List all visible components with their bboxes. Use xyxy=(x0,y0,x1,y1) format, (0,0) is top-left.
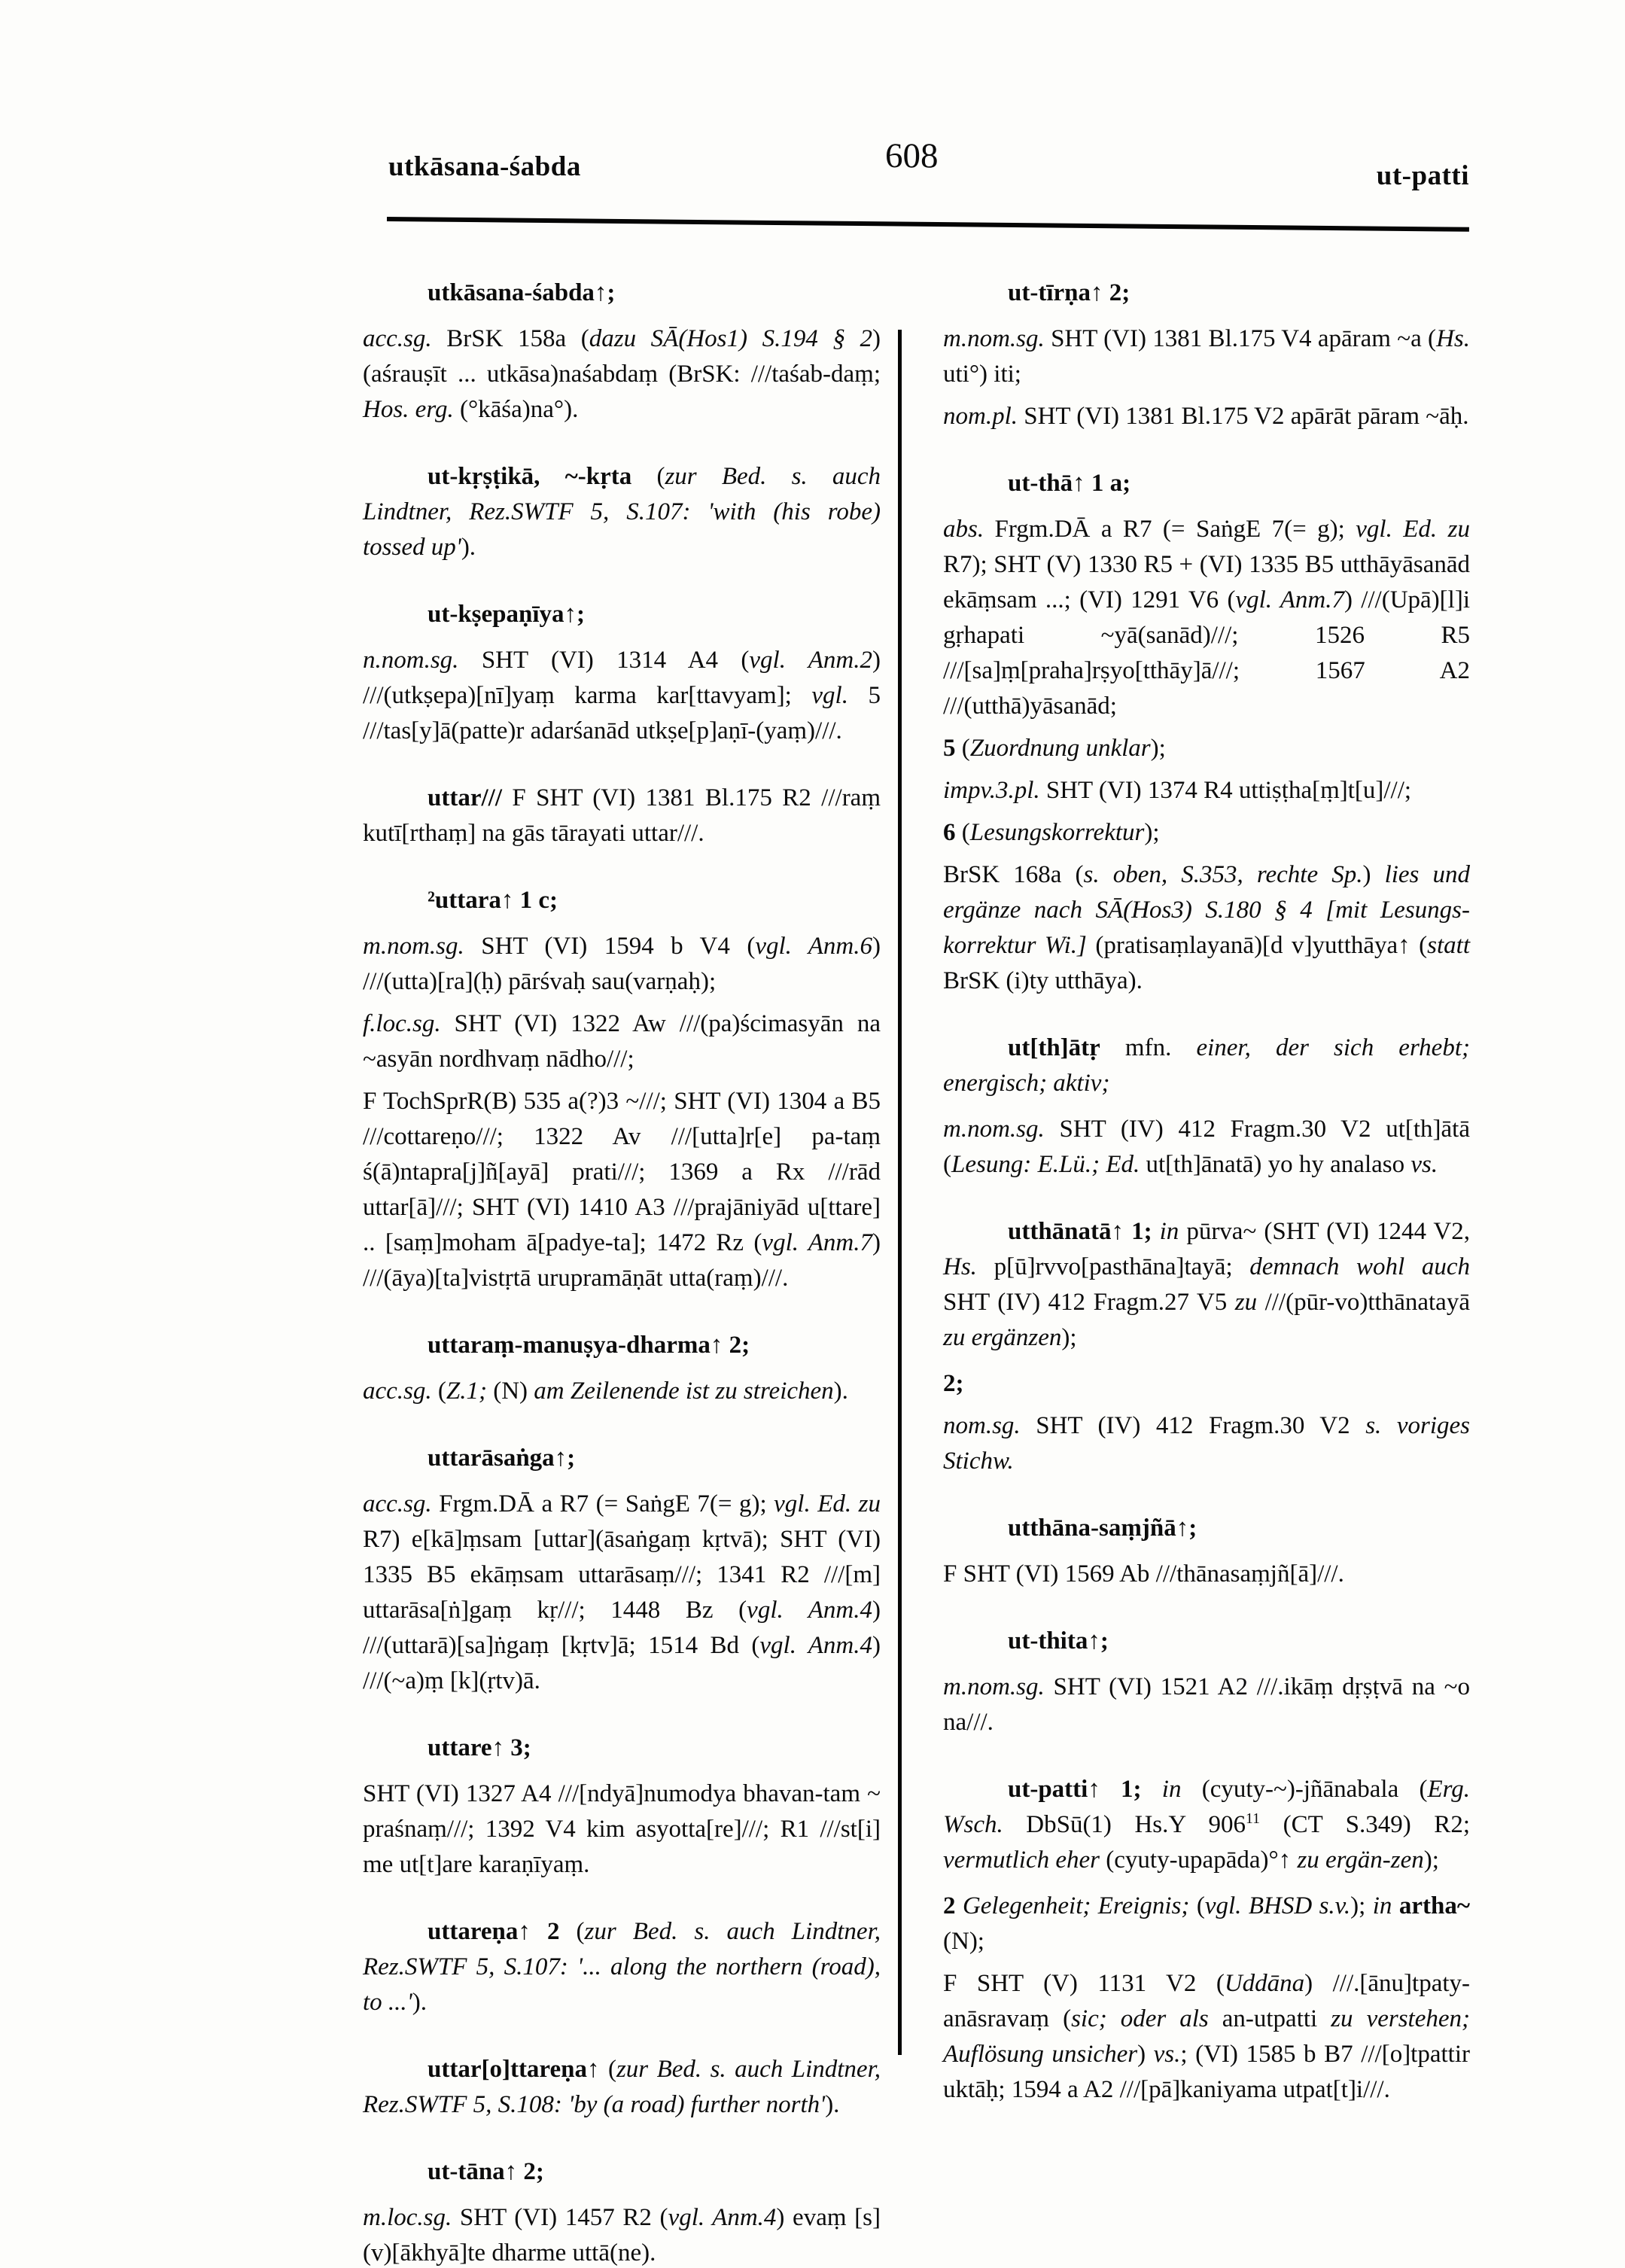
text-run: sic; oder als xyxy=(1071,2005,1209,2032)
text-run: ); xyxy=(1061,1324,1077,1351)
text-run: vgl. xyxy=(811,682,848,709)
text-run: ut[th]ātṛ xyxy=(1008,1034,1100,1061)
text-run: vgl. Anm.6 xyxy=(755,933,872,960)
text-run: zu xyxy=(1234,1289,1258,1316)
entry-headword-paragraph xyxy=(363,2052,881,2123)
text-run: in xyxy=(1372,1892,1392,1919)
entry-paragraph xyxy=(943,1670,1470,1740)
entry-paragraph xyxy=(363,1487,881,1699)
text-run: ut-tāna↑ 2; xyxy=(428,2158,544,2185)
entry-headword-paragraph xyxy=(363,1328,881,1363)
text-run: SHT (VI) 1327 A4 ///[ndyā]numodya bhavan-tam ~ praśnaṃ///; 1392 V4 kim asyotta[re]///; R1 ///st[i] me ut[t]are karaṇīyaṃ. xyxy=(363,1780,881,1878)
text-run: ut-tīrṇa↑ 2; xyxy=(1008,279,1131,306)
text-run: ); xyxy=(1350,1892,1373,1919)
text-run xyxy=(956,1892,963,1919)
text-run: SHT (VI) 1594 b V4 ( xyxy=(464,933,756,960)
entry-paragraph xyxy=(943,399,1470,434)
text-run: Hs. xyxy=(1436,325,1470,352)
text-run: ); xyxy=(1144,819,1160,846)
text-run: ) ///(āya)[ta]vistṛtā urupramāṇāt utta(raṃ)///. xyxy=(363,1229,881,1292)
text-run xyxy=(1392,1892,1398,1919)
column-divider xyxy=(898,330,902,2055)
entry-paragraph xyxy=(363,321,881,428)
text-run: (cyuty-~)-jñānabala ( xyxy=(1181,1776,1428,1803)
text-run: ) ///(~a)ṃ [k](ṛtv)ā. xyxy=(363,1632,881,1694)
header-keyword-right: ut-patti xyxy=(1376,160,1469,191)
text-run xyxy=(1142,1776,1162,1803)
entry-headword-paragraph xyxy=(363,781,881,851)
text-run: ). xyxy=(825,2091,840,2118)
text-run: ut-kṛṣṭikā, ~-kṛta xyxy=(428,463,632,490)
text-run: lies und ergänze nach SĀ(Hos3) S.180 § 4 [mit Lesungs-korrektur Wi.] xyxy=(943,861,1470,959)
text-run: ); xyxy=(1423,1846,1439,1874)
header-rule xyxy=(387,217,1469,232)
text-run: abs. xyxy=(943,516,984,543)
text-run: uttarāsaṅga↑; xyxy=(428,1445,576,1472)
entry-headword-paragraph xyxy=(943,1624,1470,1659)
text-run: vgl. BHSD s.v. xyxy=(1204,1892,1351,1919)
entry-paragraph xyxy=(943,512,1470,724)
right-column xyxy=(943,276,1470,2114)
entry-paragraph xyxy=(943,1408,1470,1479)
entry-headword-paragraph xyxy=(363,1914,881,2020)
entry-paragraph xyxy=(943,321,1470,392)
entry-headword-paragraph xyxy=(363,459,881,565)
text-run: Frgm.DĀ a R7 (= SaṅgE 7(= g); xyxy=(984,516,1356,543)
text-run: uttareṇa↑ 2 xyxy=(428,1918,560,1945)
text-run: Z.1; xyxy=(446,1378,487,1405)
text-run: dazu SĀ(Hos1) S.194 § 2 xyxy=(589,325,872,352)
text-run: ) ///.[ānu]tpaty-anāsravaṃ ( xyxy=(943,1970,1470,2032)
text-run: 2 xyxy=(943,1892,956,1919)
entry-headword-paragraph xyxy=(943,1772,1470,1878)
text-run: utkāsana-śabda↑; xyxy=(428,279,616,306)
header-keyword-left: utkāsana-śabda xyxy=(388,151,581,182)
text-run: ) ///(uttarā)[sa]ṅgaṃ [kṛtv]ā; 1514 Bd ( xyxy=(363,1597,881,1659)
text-run: nom.sg. xyxy=(943,1412,1021,1439)
text-run: utthāna-saṃjñā↑; xyxy=(1008,1515,1197,1542)
text-run: uttar/// xyxy=(428,784,502,811)
text-run: ut-kṣepaṇīya↑; xyxy=(428,601,586,628)
text-run: SHT (VI) 1381 Bl.175 V2 apārāt pāram ~āḥ. xyxy=(1018,403,1469,430)
text-run: Gelegenheit; Ereignis; xyxy=(962,1892,1190,1919)
text-run: ut-patti↑ 1; xyxy=(1008,1776,1142,1803)
text-run: uttar[o]ttareṇa↑ xyxy=(428,2056,600,2083)
text-run: DbSū(1) Hs.Y 906 xyxy=(1003,1811,1246,1838)
entry-paragraph xyxy=(943,1889,1470,1959)
text-run: (cyuty-upapāda)°↑ xyxy=(1100,1846,1298,1874)
text-run: Frgm.DĀ a R7 (= SaṅgE 7(= g); xyxy=(431,1490,774,1518)
entry-headword-paragraph xyxy=(363,883,881,918)
text-run: F SHT (V) 1131 V2 ( xyxy=(943,1970,1225,1997)
text-run: ut[th]ānatā) yo hy analaso xyxy=(1140,1151,1411,1178)
text-run: BrSK 168a ( xyxy=(943,861,1084,888)
text-run: am Zeilenende ist zu streichen xyxy=(534,1378,834,1405)
text-run: SHT (IV) 412 Fragm.27 V5 xyxy=(943,1289,1235,1316)
entry-paragraph xyxy=(363,2200,881,2268)
text-run: uttare↑ 3; xyxy=(428,1734,531,1761)
text-run: n.nom.sg. xyxy=(363,647,459,674)
text-run: m.nom.sg. xyxy=(943,1673,1045,1700)
text-run: 2; xyxy=(943,1370,964,1397)
text-run: zur Bed. s. auch Lindtner, Rez.SWTF 5, S.108: 'by (a road) further north' xyxy=(363,2056,881,2118)
text-run: Uddāna xyxy=(1224,1970,1305,1997)
text-run: Hos. erg. xyxy=(363,396,454,423)
text-run: R7); SHT (V) 1330 R5 + (VI) 1335 B5 utthāyāsanād ekāṃsam ...; (VI) 1291 V6 ( xyxy=(943,551,1470,613)
text-run: nom.pl. xyxy=(943,403,1018,430)
text-run: ) xyxy=(1137,2041,1154,2068)
text-run: ( xyxy=(955,735,970,762)
text-run: demnach wohl auch xyxy=(1249,1253,1471,1280)
text-run: (CT S.349) R2; xyxy=(1260,1811,1470,1838)
text-run: ). xyxy=(461,534,476,561)
text-run: BrSK 158a ( xyxy=(431,325,589,352)
text-run: vgl. Anm.4 xyxy=(747,1597,872,1624)
text-run: ; (VI) 1585 b B7 ///[o]tpattir uktāḥ; 1594 a A2 ///[pā]kaniyama utpat[t]i///. xyxy=(943,2041,1470,2103)
entry-headword-paragraph xyxy=(943,466,1470,501)
text-run: vs. xyxy=(1153,2041,1181,2068)
text-run: ( xyxy=(599,2056,616,2083)
text-run: ) ///(utta)[ra](ḥ) pārśvaḥ sau(varṇaḥ); xyxy=(363,933,881,995)
entry-paragraph xyxy=(363,1084,881,1296)
text-run: SHT (IV) 412 Fragm.30 V2 xyxy=(1020,1412,1366,1439)
entry-paragraph xyxy=(943,1966,1470,2108)
text-run: ) ///(Upā)[l]i gṛhapati ~yā(sanād)///; 1526 R5 ///[sa]ṃ[praha]rṣyo[tthāy]ā///; 1567 A2 ///(utthā)yāsanād; xyxy=(943,586,1470,720)
text-run: ///(pūr-vo)tthānatayā xyxy=(1257,1289,1470,1316)
text-run: ( xyxy=(1189,1892,1205,1919)
text-run: SHT (VI) 1322 Aw ///(pa)ścimasyān na ~asyān nordhvaṃ nādho///; xyxy=(363,1010,881,1073)
text-run: m.loc.sg. xyxy=(363,2204,452,2231)
entry-paragraph xyxy=(943,857,1470,999)
text-run: zu ergänzen xyxy=(943,1324,1062,1351)
entry-paragraph xyxy=(363,1374,881,1409)
text-run: F SHT (VI) 1381 Bl.175 R2 ///raṃ kutī[rthaṃ] na gās tārayati uttar///. xyxy=(363,784,881,847)
entry-headword-paragraph xyxy=(943,1214,1470,1356)
text-run: R7) e[kā]ṃsam [uttar](āsaṅgaṃ kṛtvā); SHT (VI) 1335 B5 ekāṃsam uttarāsaṃ///; 1341 R2 ///[m] uttarāsa[ṅ]gaṃ kṛ///; 1448 Bz ( xyxy=(363,1526,881,1624)
entry-paragraph xyxy=(363,929,881,1000)
page-number: 608 xyxy=(885,136,939,175)
entry-headword-paragraph xyxy=(943,276,1470,311)
text-run: SHT (VI) 1521 A2 ///.ikāṃ dṛṣṭvā na ~o na///. xyxy=(943,1673,1470,1736)
left-column xyxy=(363,276,881,2268)
text-run: uti°) iti; xyxy=(943,361,1021,388)
entry-paragraph xyxy=(943,731,1470,766)
entry-headword-paragraph xyxy=(363,1731,881,1766)
text-run: 11 xyxy=(1246,1810,1261,1827)
text-run: impv.3.pl. xyxy=(943,777,1040,804)
entry-paragraph xyxy=(943,1557,1470,1592)
text-run: SHT (IV) 412 Fragm.30 V2 ut[th]ātā ( xyxy=(943,1116,1470,1178)
entry-paragraph xyxy=(943,773,1470,808)
text-run: vgl. Anm.7 xyxy=(762,1229,872,1256)
text-run: F SHT (VI) 1569 Ab ///thānasaṃjñ[ā]///. xyxy=(943,1560,1344,1588)
text-run: utthānatā↑ 1; xyxy=(1008,1218,1152,1245)
text-run: Zuordnung unklar xyxy=(969,735,1151,762)
text-run: F TochSprR(B) 535 a(?)3 ~///; SHT (VI) 1304 a B5 ///cottareṇo///; 1322 Av ///[utta]r[e] pa-taṃ ś(ā)ntapra[j]ñ[ayā] prati///; 1369 a Rx ///rād uttar[ā]///; SHT (VI) 1410 A3 ///prajāniyād u[ttare] .. [saṃ]moham ā[padye-ta]; 1472 Rz ( xyxy=(363,1088,881,1256)
entry-paragraph xyxy=(943,1366,1470,1402)
entry-paragraph xyxy=(943,815,1470,851)
text-run: acc.sg. xyxy=(363,1490,432,1518)
text-run: m.nom.sg. xyxy=(943,1116,1045,1143)
text-run: acc.sg. xyxy=(363,1378,432,1405)
text-run: ut-thita↑; xyxy=(1008,1627,1109,1655)
text-run: vermutlich eher xyxy=(943,1846,1100,1874)
text-run: ) evaṃ [s](v)[ākhyā]te dharme uttā(ne). xyxy=(363,2204,881,2266)
text-run: vgl. Anm.4 xyxy=(668,2204,777,2231)
text-run: ). xyxy=(833,1378,848,1405)
text-run: Erg. Wsch. xyxy=(943,1776,1471,1838)
text-run: zur Bed. s. auch Lindtner, Rez.SWTF 5, S.107: '... along the northern (road), to ...' xyxy=(363,1918,881,2016)
text-run: zu verstehen; Auflösung unsicher xyxy=(943,2005,1470,2068)
text-run: m.nom.sg. xyxy=(363,933,464,960)
entry-headword-paragraph xyxy=(363,2154,881,2190)
text-run: vgl. Ed. zu xyxy=(774,1490,881,1518)
text-run: zur Bed. s. auch Lindtner, Rez.SWTF 5, S.107: 'with (his robe) tossed up' xyxy=(363,463,881,561)
text-run: mfn. xyxy=(1100,1034,1197,1061)
text-run: an-utpatti xyxy=(1208,2005,1331,2032)
text-run: ) xyxy=(1362,861,1385,888)
entry-paragraph xyxy=(363,1006,881,1077)
text-run: SHT (VI) 1314 A4 ( xyxy=(458,647,750,674)
text-run: f.loc.sg. xyxy=(363,1010,441,1037)
text-run: 5 ///tas[y]ā(patte)r adarśanād utkṣe[p]aṇī-(yaṃ)///. xyxy=(363,682,881,744)
text-run: in xyxy=(1159,1218,1179,1245)
text-run: (N) xyxy=(486,1378,534,1405)
entry-headword-paragraph xyxy=(363,276,881,311)
text-run: uttaraṃ-manuṣya-dharma↑ 2; xyxy=(428,1332,750,1359)
entry-paragraph xyxy=(943,1112,1470,1183)
text-run: ) (aśrauṣīt ... utkāsa)naśabdaṃ (BrSK: ///taśab-daṃ; xyxy=(363,325,881,388)
text-run: SHT (VI) 1374 R4 uttiṣṭha[ṃ]t[u]///; xyxy=(1039,777,1412,804)
text-run: m.nom.sg. xyxy=(943,325,1045,352)
text-run: SHT (VI) 1457 R2 ( xyxy=(452,2204,668,2231)
text-run: vgl. Ed. zu xyxy=(1356,516,1470,543)
text-run: ( xyxy=(955,819,970,846)
text-run: einer, der sich erhebt; energisch; aktiv; xyxy=(943,1034,1470,1097)
entry-headword-paragraph xyxy=(943,1511,1470,1546)
entry-headword-paragraph xyxy=(363,597,881,632)
text-run: ( xyxy=(631,463,665,490)
text-run: ²uttara↑ 1 c; xyxy=(428,887,558,914)
text-run: Lesung: E.Lü.; Ed. xyxy=(951,1151,1140,1178)
entry-paragraph xyxy=(363,643,881,749)
text-run: vgl. Anm.7 xyxy=(1235,586,1344,613)
text-run: 5 xyxy=(943,735,956,762)
text-run: p[ū]rvvo[pasthāna]tayā; xyxy=(976,1253,1250,1280)
text-run: in xyxy=(1161,1776,1182,1803)
entry-paragraph xyxy=(363,1776,881,1883)
text-run: ). xyxy=(412,1989,427,2016)
text-run: (pratisaṃlayanā)[d v]yutthāya↑ ( xyxy=(1086,932,1428,959)
text-run xyxy=(1152,1218,1160,1245)
text-run: pūrva~ (SHT (VI) 1244 V2, xyxy=(1179,1218,1470,1245)
text-run: zu ergän-zen xyxy=(1297,1846,1424,1874)
text-run: vgl. Anm.2 xyxy=(749,647,872,674)
text-run: ( xyxy=(559,1918,585,1945)
text-run: 6 xyxy=(943,819,956,846)
text-run: Lesungskorrektur xyxy=(969,819,1145,846)
text-run: vs. xyxy=(1410,1151,1438,1178)
text-run: ( xyxy=(431,1378,446,1405)
text-run: statt xyxy=(1427,932,1470,959)
text-run: ) ///(utkṣepa)[nī]yaṃ karma kar[ttavyam]; xyxy=(363,647,881,709)
text-run: (N); xyxy=(943,1928,984,1955)
text-run: Hs. xyxy=(943,1253,977,1280)
text-run: acc.sg. xyxy=(363,325,432,352)
entry-headword-paragraph xyxy=(943,1030,1470,1101)
text-run: (°kāśa)na°). xyxy=(453,396,579,423)
text-run: BrSK (i)ty utthāya). xyxy=(943,967,1143,994)
text-run: artha~ xyxy=(1398,1892,1470,1919)
text-run: s. oben, S.353, rechte Sp. xyxy=(1083,861,1363,888)
text-run: vgl. Anm.4 xyxy=(759,1632,872,1659)
text-run: ut-thā↑ 1 a; xyxy=(1008,470,1131,497)
text-run: ); xyxy=(1150,735,1166,762)
text-run: s. voriges Stichw. xyxy=(943,1412,1470,1475)
text-run: SHT (VI) 1381 Bl.175 V4 apāram ~a ( xyxy=(1044,325,1437,352)
entry-headword-paragraph xyxy=(363,1441,881,1476)
